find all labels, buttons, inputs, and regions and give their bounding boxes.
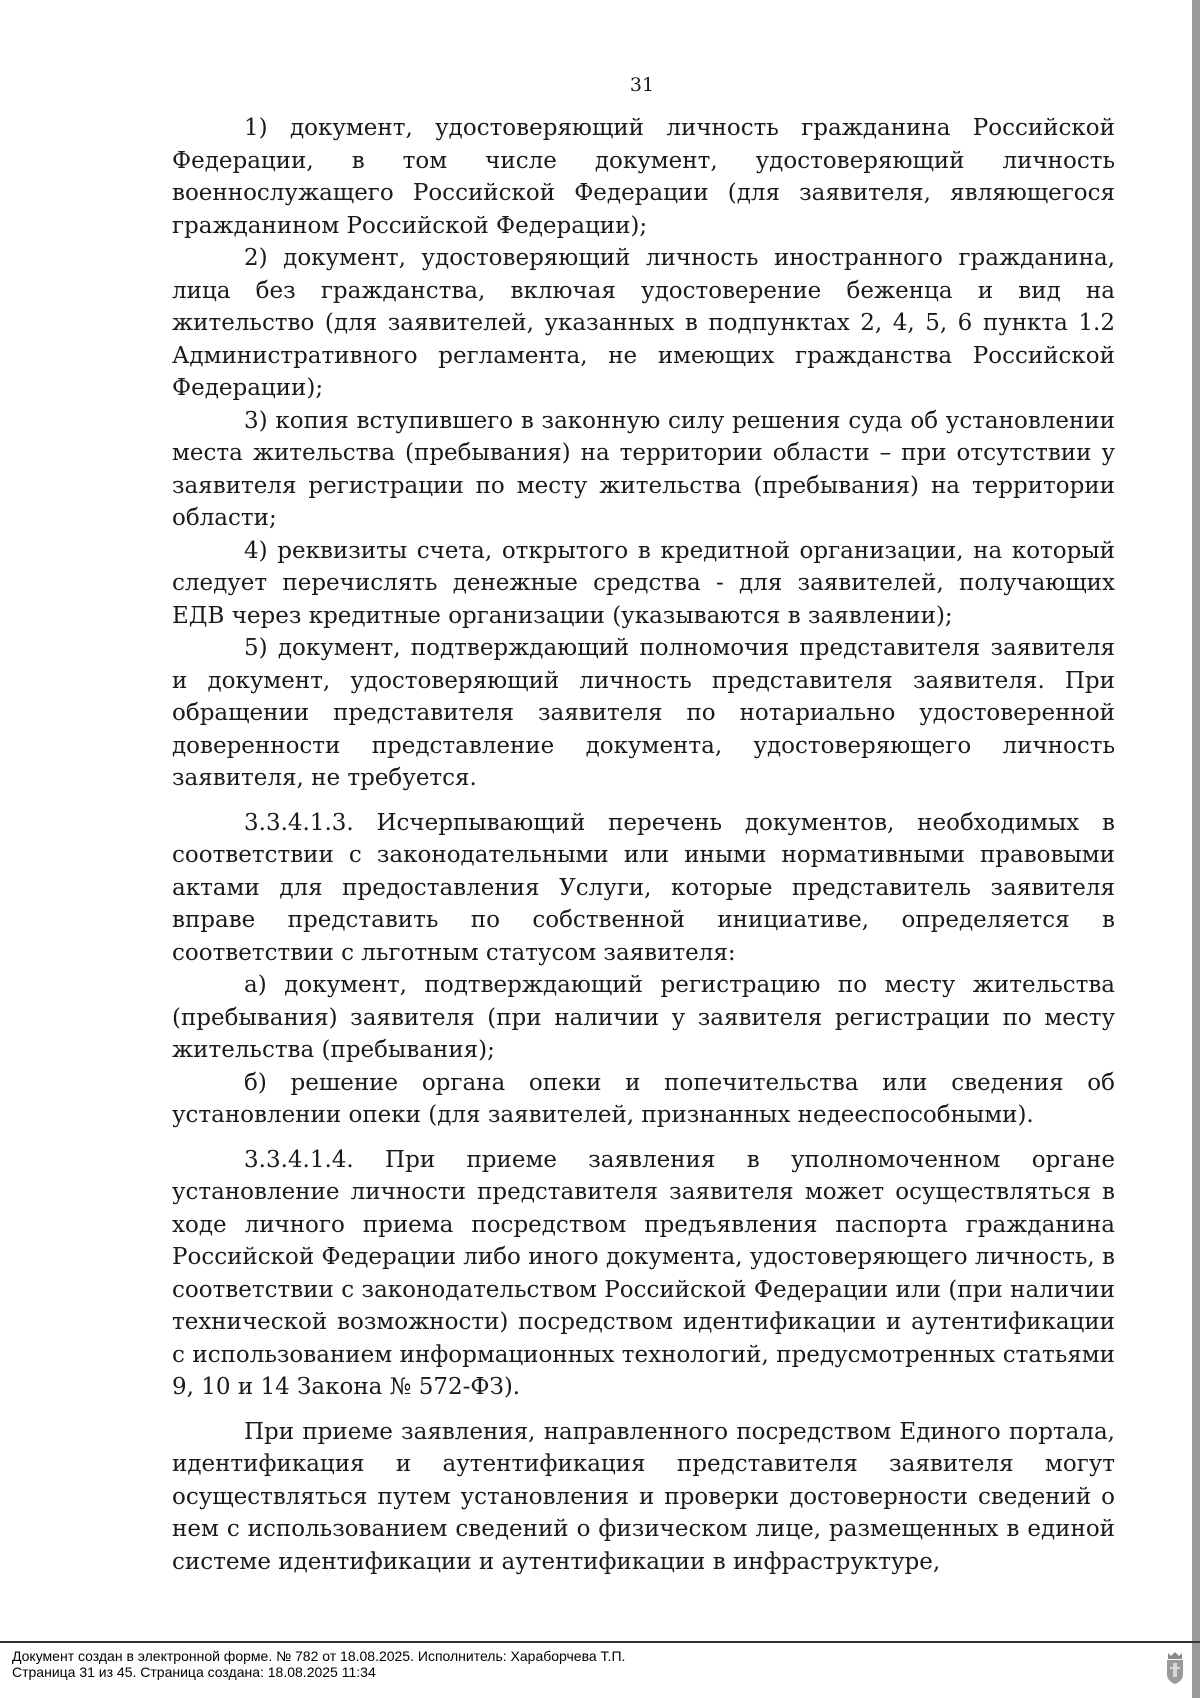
footer-page-info: Страница 31 из 45. Страница создана: 18.08.2025 11:34	[12, 1664, 376, 1680]
page-edge	[1192, 0, 1200, 1698]
paragraph-item-1: 1) документ, удостоверяющий личность гражданина Российской Федерации, в том числе документ, удостоверяющий личность военнослужащего Российской Федерации (для заявителя, являющегося гражданином Российской Федерации);	[172, 115, 1115, 239]
paragraph-item-2: 2) документ, удостоверяющий личность иностранного гражданина, лица без гражданства, включая удостоверение беженца и вид на жительство (для заявителей, указанных в подпунктах 2, 4, 5, 6 пункта 1.2 Административного регламента, не имеющих гражданства Российской Федерации);	[172, 245, 1115, 401]
paragraph-portal-identification: При приеме заявления, направленного посредством Единого портала, идентификация и аутентификация представителя заявителя могут осуществляться путем установления и проверки достоверности сведений о нем с использованием сведений о физическом лице, размещенных в единой системе идентификации и аутентификации в инфраструктуре,	[172, 1418, 1115, 1575]
footer-document-info: Документ создан в электронной форме. № 782 от 18.08.2025. Исполнитель: Хараборчева Т.П.	[12, 1648, 626, 1664]
paragraph-item-a: а) документ, подтверждающий регистрацию по месту жительства (пребывания) заявителя (при наличии у заявителя регистрации по месту жительства (пребывания);	[172, 972, 1115, 1063]
paragraph-item-b: б) решение органа опеки и попечительства или сведения об установлении опеки (для заявителей, признанных недееспособными).	[172, 1069, 1115, 1128]
document-body	[172, 112, 1115, 1578]
footer	[12, 1648, 625, 1680]
paragraph-section-3-3-4-1-4: 3.3.4.1.4. При приеме заявления в уполномоченном органе установление личности представителя заявителя может осуществляться в ходе личного приема посредством предъявления паспорта гражданина Российской Федерации либо иного документа, удостоверяющего личность, в соответствии с законодательством Российской Федерации или (при наличии технической возможности) посредством идентификации и аутентификации с использованием информационных технологий, предусмотренных статьями 9, 10 и 14 Закона № 572-ФЗ).	[172, 1146, 1115, 1400]
footer-divider	[0, 1641, 1200, 1643]
paragraph-item-5: 5) документ, подтверждающий полномочия представителя заявителя и документ, удостоверяющий личность представителя заявителя. При обращении представителя заявителя по нотариально удостоверенной доверенности представление документа, удостоверяющего личность заявителя, не требуется.	[172, 635, 1115, 791]
paragraph-item-3: 3) копия вступившего в законную силу решения суда об установлении места жительства (пребывания) на территории области – при отсутствии у заявителя регистрации по месту жительства (пребывания) на территории области;	[172, 407, 1115, 531]
page-number: 31	[629, 74, 655, 96]
paragraph-item-4: 4) реквизиты счета, открытого в кредитной организации, на который следует перечислять денежные средства - для заявителей, получающих ЕДВ через кредитные организации (указываются в заявлении);	[172, 537, 1115, 629]
coat-of-arms-icon	[1164, 1650, 1186, 1686]
paragraph-section-3-3-4-1-3: 3.3.4.1.3. Исчерпывающий перечень документов, необходимых в соответствии с законодательными или иными нормативными правовыми актами для предоставления Услуги, которые представитель заявителя вправе представить по собственной инициативе, определяется в соответствии с льготным статусом заявителя:	[172, 809, 1115, 966]
